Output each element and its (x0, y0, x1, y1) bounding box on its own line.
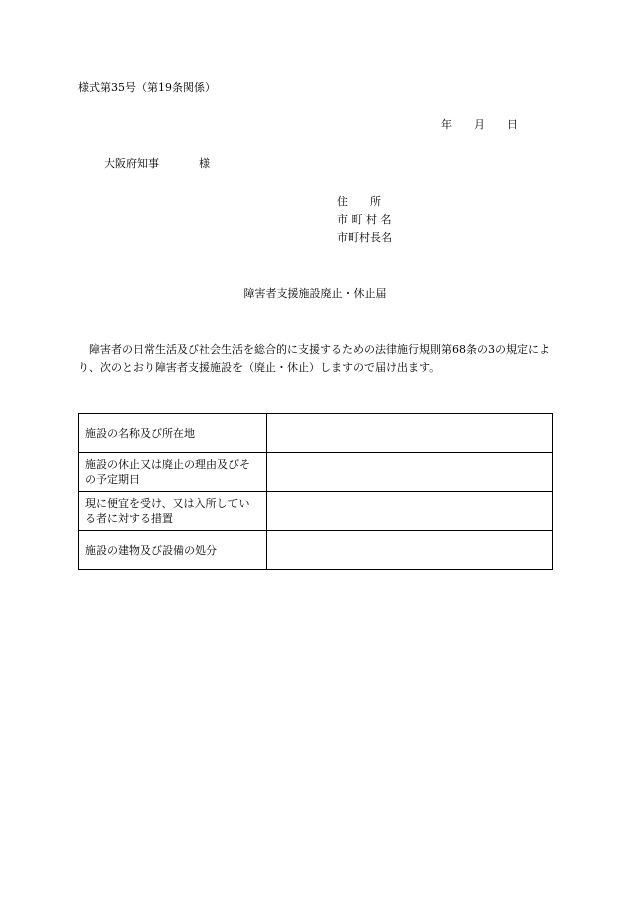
row-label: 施設の名称及び所在地 (79, 414, 267, 453)
table-row (79, 453, 553, 492)
form-number: 様式第35号（第19条関係） (78, 81, 216, 94)
row-value-field[interactable] (267, 492, 553, 531)
row-value-field[interactable] (267, 414, 553, 453)
info-table (78, 413, 553, 570)
day-label: 日 (507, 118, 518, 131)
addressee (104, 157, 210, 171)
table-row (79, 531, 553, 570)
row-label: 施設の休止又は廃止の理由及びその予定期日 (79, 453, 267, 492)
table-row (79, 492, 553, 531)
month-label: 月 (474, 118, 485, 131)
document-title: 障害者支援施設廃止・休止届 (243, 287, 387, 300)
table-row (79, 414, 553, 453)
row-value-field[interactable] (267, 531, 553, 570)
mayor-label: 市町村長名 (337, 231, 392, 244)
row-label: 施設の建物及び設備の処分 (79, 531, 267, 570)
row-value-field[interactable] (267, 453, 553, 492)
year-label: 年 (441, 118, 452, 131)
body-paragraph: 障害者の日常生活及び社会生活を総合的に支援するための法律施行規則第68条の3の規定により、次のとおり障害者支援施設を（廃止・休止）しますので届け出ます。 (78, 343, 550, 374)
addressee-name: 大阪府知事 (104, 157, 159, 170)
municipality-label: 市 町 村 名 (337, 213, 392, 226)
addressee-honorific: 様 (199, 157, 210, 170)
applicant-block (337, 193, 392, 247)
address-label: 住 所 (337, 195, 381, 208)
row-label: 現に便宜を受け、又は入所している者に対する措置 (79, 492, 267, 531)
date-line (441, 118, 518, 132)
